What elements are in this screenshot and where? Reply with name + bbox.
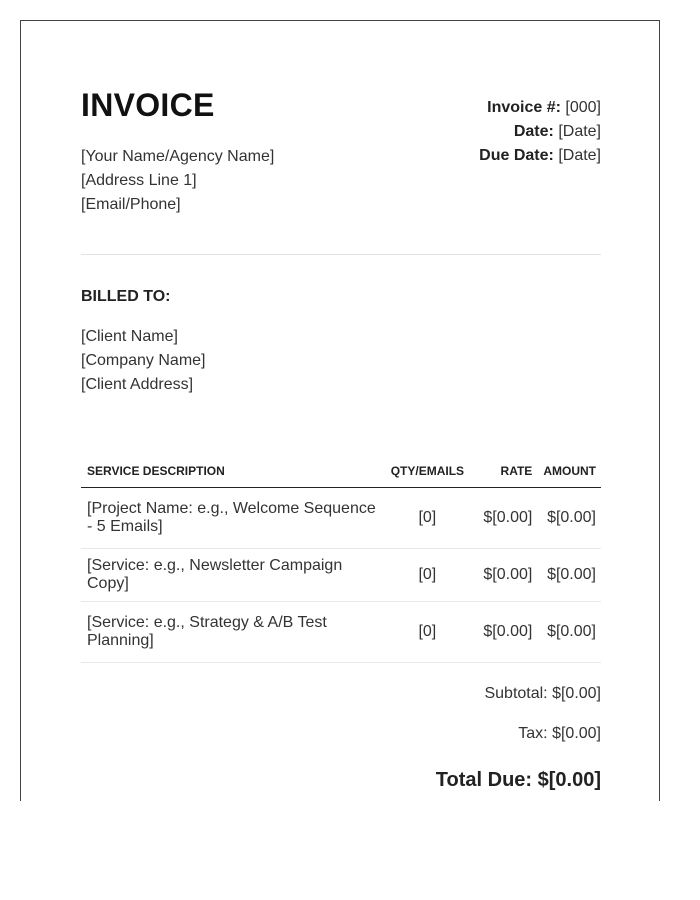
due-date-value: [Date] xyxy=(558,147,601,164)
table-header-row xyxy=(81,455,601,488)
table-row xyxy=(81,602,601,663)
invoice-date-value: [Date] xyxy=(558,123,601,140)
row-description: [Service: e.g., Strategy & A/B Test Planning] xyxy=(81,602,385,663)
due-date-label: Due Date: xyxy=(479,147,554,164)
row-amount: $[0.00] xyxy=(537,602,601,663)
column-header-amount: AMOUNT xyxy=(537,455,601,488)
total-due-line: Total Due: $[0.00] xyxy=(435,769,601,791)
invoice-title: INVOICE xyxy=(81,87,215,123)
invoice-number-row xyxy=(479,96,601,120)
sender-address: [Address Line 1] xyxy=(81,172,197,189)
row-amount: $[0.00] xyxy=(537,549,601,602)
row-description: [Service: e.g., Newsletter Campaign Copy] xyxy=(81,549,385,602)
column-header-rate: RATE xyxy=(469,455,537,488)
tax-line: Tax: $[0.00] xyxy=(518,725,601,742)
header-divider xyxy=(81,254,601,255)
invoice-number-value: [000] xyxy=(565,99,601,116)
invoice-sheet xyxy=(20,20,660,801)
company-name: [Company Name] xyxy=(81,352,206,369)
table-row xyxy=(81,488,601,549)
sender-block xyxy=(81,145,274,217)
billed-to-block xyxy=(81,325,206,397)
line-items-table xyxy=(81,455,601,663)
table-row xyxy=(81,549,601,602)
subtotal-line: Subtotal: $[0.00] xyxy=(484,685,601,702)
row-description: [Project Name: e.g., Welcome Sequence - 5 Emails] xyxy=(81,488,385,549)
row-rate: $[0.00] xyxy=(469,602,537,663)
due-date-row xyxy=(479,144,601,168)
row-qty: [0] xyxy=(385,602,469,663)
row-qty: [0] xyxy=(385,488,469,549)
invoice-date-label: Date: xyxy=(513,123,554,140)
invoice-number-label: Invoice #: xyxy=(487,99,561,116)
row-rate: $[0.00] xyxy=(469,549,537,602)
sender-contact: [Email/Phone] xyxy=(81,196,181,213)
billed-to-heading: BILLED TO: xyxy=(81,288,171,305)
totals-block xyxy=(436,685,601,789)
sender-name: [Your Name/Agency Name] xyxy=(81,148,275,165)
client-name: [Client Name] xyxy=(81,328,178,345)
row-amount: $[0.00] xyxy=(537,488,601,549)
row-rate: $[0.00] xyxy=(469,488,537,549)
client-address: [Client Address] xyxy=(81,376,194,393)
column-header-qty: QTY/EMAILS xyxy=(385,455,469,488)
row-qty: [0] xyxy=(385,549,469,602)
invoice-date-row xyxy=(479,120,601,144)
invoice-meta xyxy=(479,96,601,168)
column-header-description: SERVICE DESCRIPTION xyxy=(81,455,385,488)
